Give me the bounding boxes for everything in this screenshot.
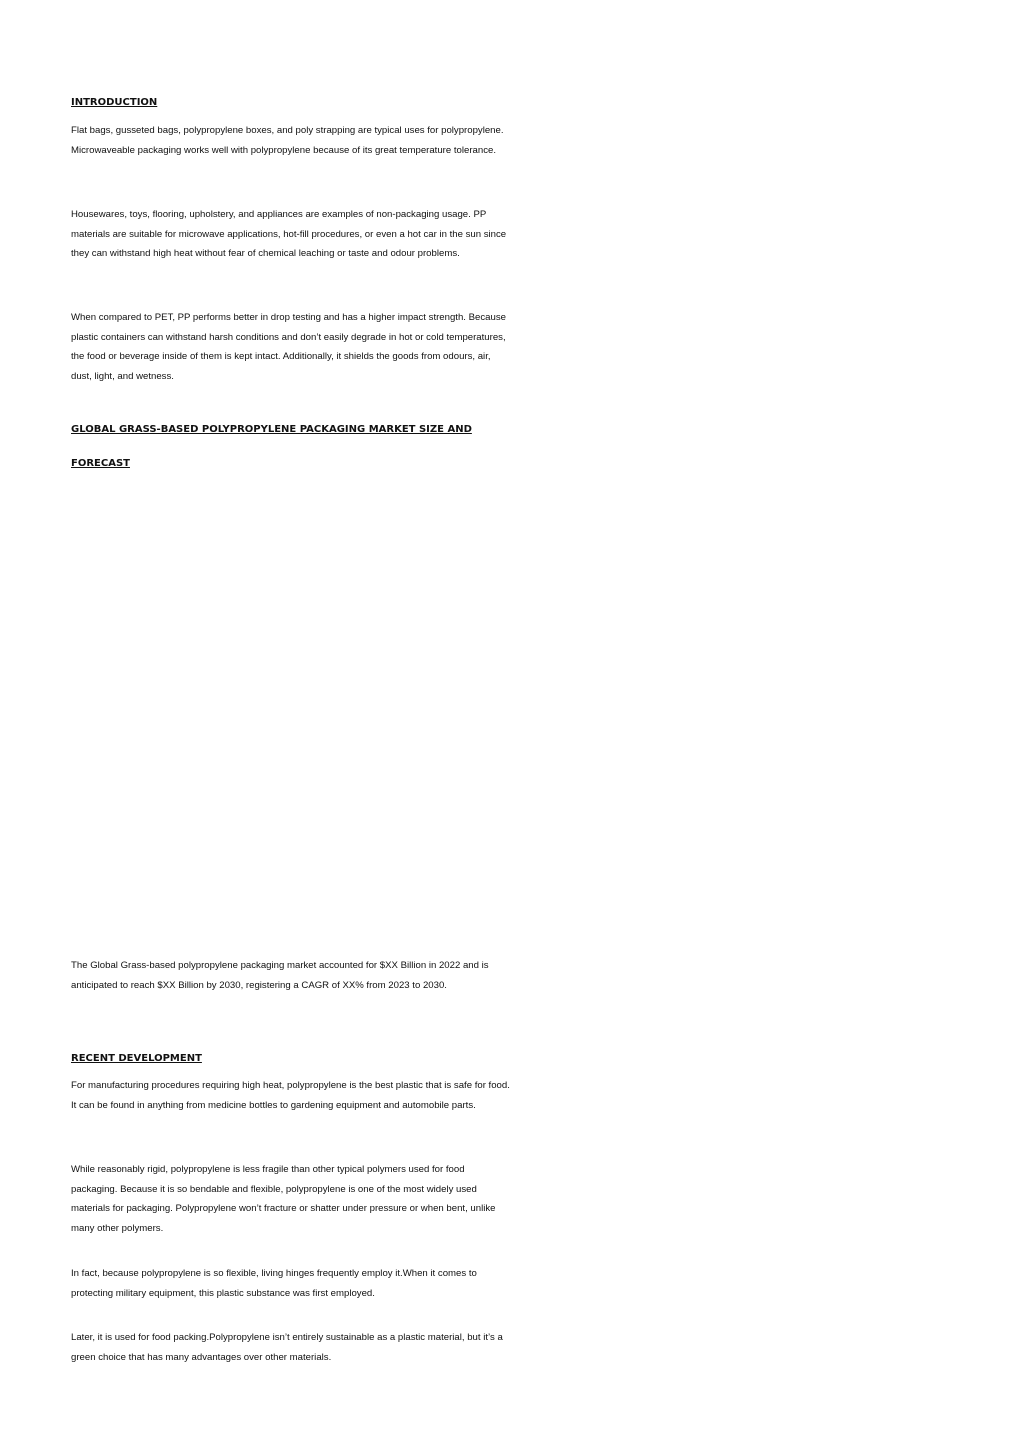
intro-paragraph-1-block [71,121,511,160]
recent-paragraph-1: For manufacturing procedures requiring high heat, polypropylene is the best plastic that is safe for food. It can be found in anything from medicine bottles to gardening equipment and automobile parts. [71,1080,510,1111]
market-heading-line-1: GLOBAL GRASS-BASED POLYPROPYLENE PACKAGING MARKET SIZE AND [71,424,472,435]
market-paragraph-block [71,956,511,995]
introduction-heading: INTRODUCTION [71,97,158,108]
recent-paragraph-4: Later, it is used for food packing.Polypropylene isn’t entirely sustainable as a plastic material, but it’s a green choice that has many advantages over other materials. [71,1332,503,1363]
introduction-section [71,86,511,120]
intro-paragraph-1: Flat bags, gusseted bags, polypropylene boxes, and poly strapping are typical uses for polypropylene. Microwaveable packaging works well with polypropylene because of its great temperature tolerance. [71,125,504,156]
intro-paragraph-2-block [71,205,511,264]
intro-paragraph-2: Housewares, toys, flooring, upholstery, and appliances are examples of non-packaging usage. PP materials are suitable for microwave applications, hot-fill procedures, or even a hot car in the sun since they can withstand high heat without fear of chemical leaching or taste and odour problems. [71,209,507,259]
recent-paragraph-4-block [71,1328,511,1367]
market-paragraph: The Global Grass-based polypropylene packaging market accounted for $XX Billion in 2022 and is anticipated to reach $XX Billion by 2030, registering a CAGR of XX% from 2023 to 2030. [71,960,489,991]
intro-paragraph-3-block [71,308,511,386]
recent-paragraph-1-block [71,1076,511,1115]
market-section [71,413,511,481]
market-heading-line-2: FORECAST [71,458,130,469]
recent-paragraph-3: In fact, because polypropylene is so flexible, living hinges frequently employ it.When it comes to protecting military equipment, this plastic substance was first employed. [71,1268,477,1299]
recent-paragraph-3-block [71,1264,511,1303]
recent-development-heading: RECENT DEVELOPMENT [71,1053,202,1064]
recent-paragraph-2: While reasonably rigid, polypropylene is less fragile than other typical polymers used for food packaging. Because it is so bendable and flexible, polypropylene is one of the most widely used materials for packaging. Polypropylene won’t fracture or shatter under pressure or when bent, unlike many other polymers. [71,1164,496,1234]
intro-paragraph-3: When compared to PET, PP performs better in drop testing and has a higher impact strength. Because plastic containers can withstand harsh conditions and don’t easily degrade in hot or cold temperatures, the food or beverage inside of them is kept intact. Additionally, it shields the goods from odours, air, dust, light, and wetness. [71,312,506,382]
blank-figure-area [71,490,511,940]
recent-development-section [71,1042,511,1076]
recent-paragraph-2-block [71,1160,511,1238]
